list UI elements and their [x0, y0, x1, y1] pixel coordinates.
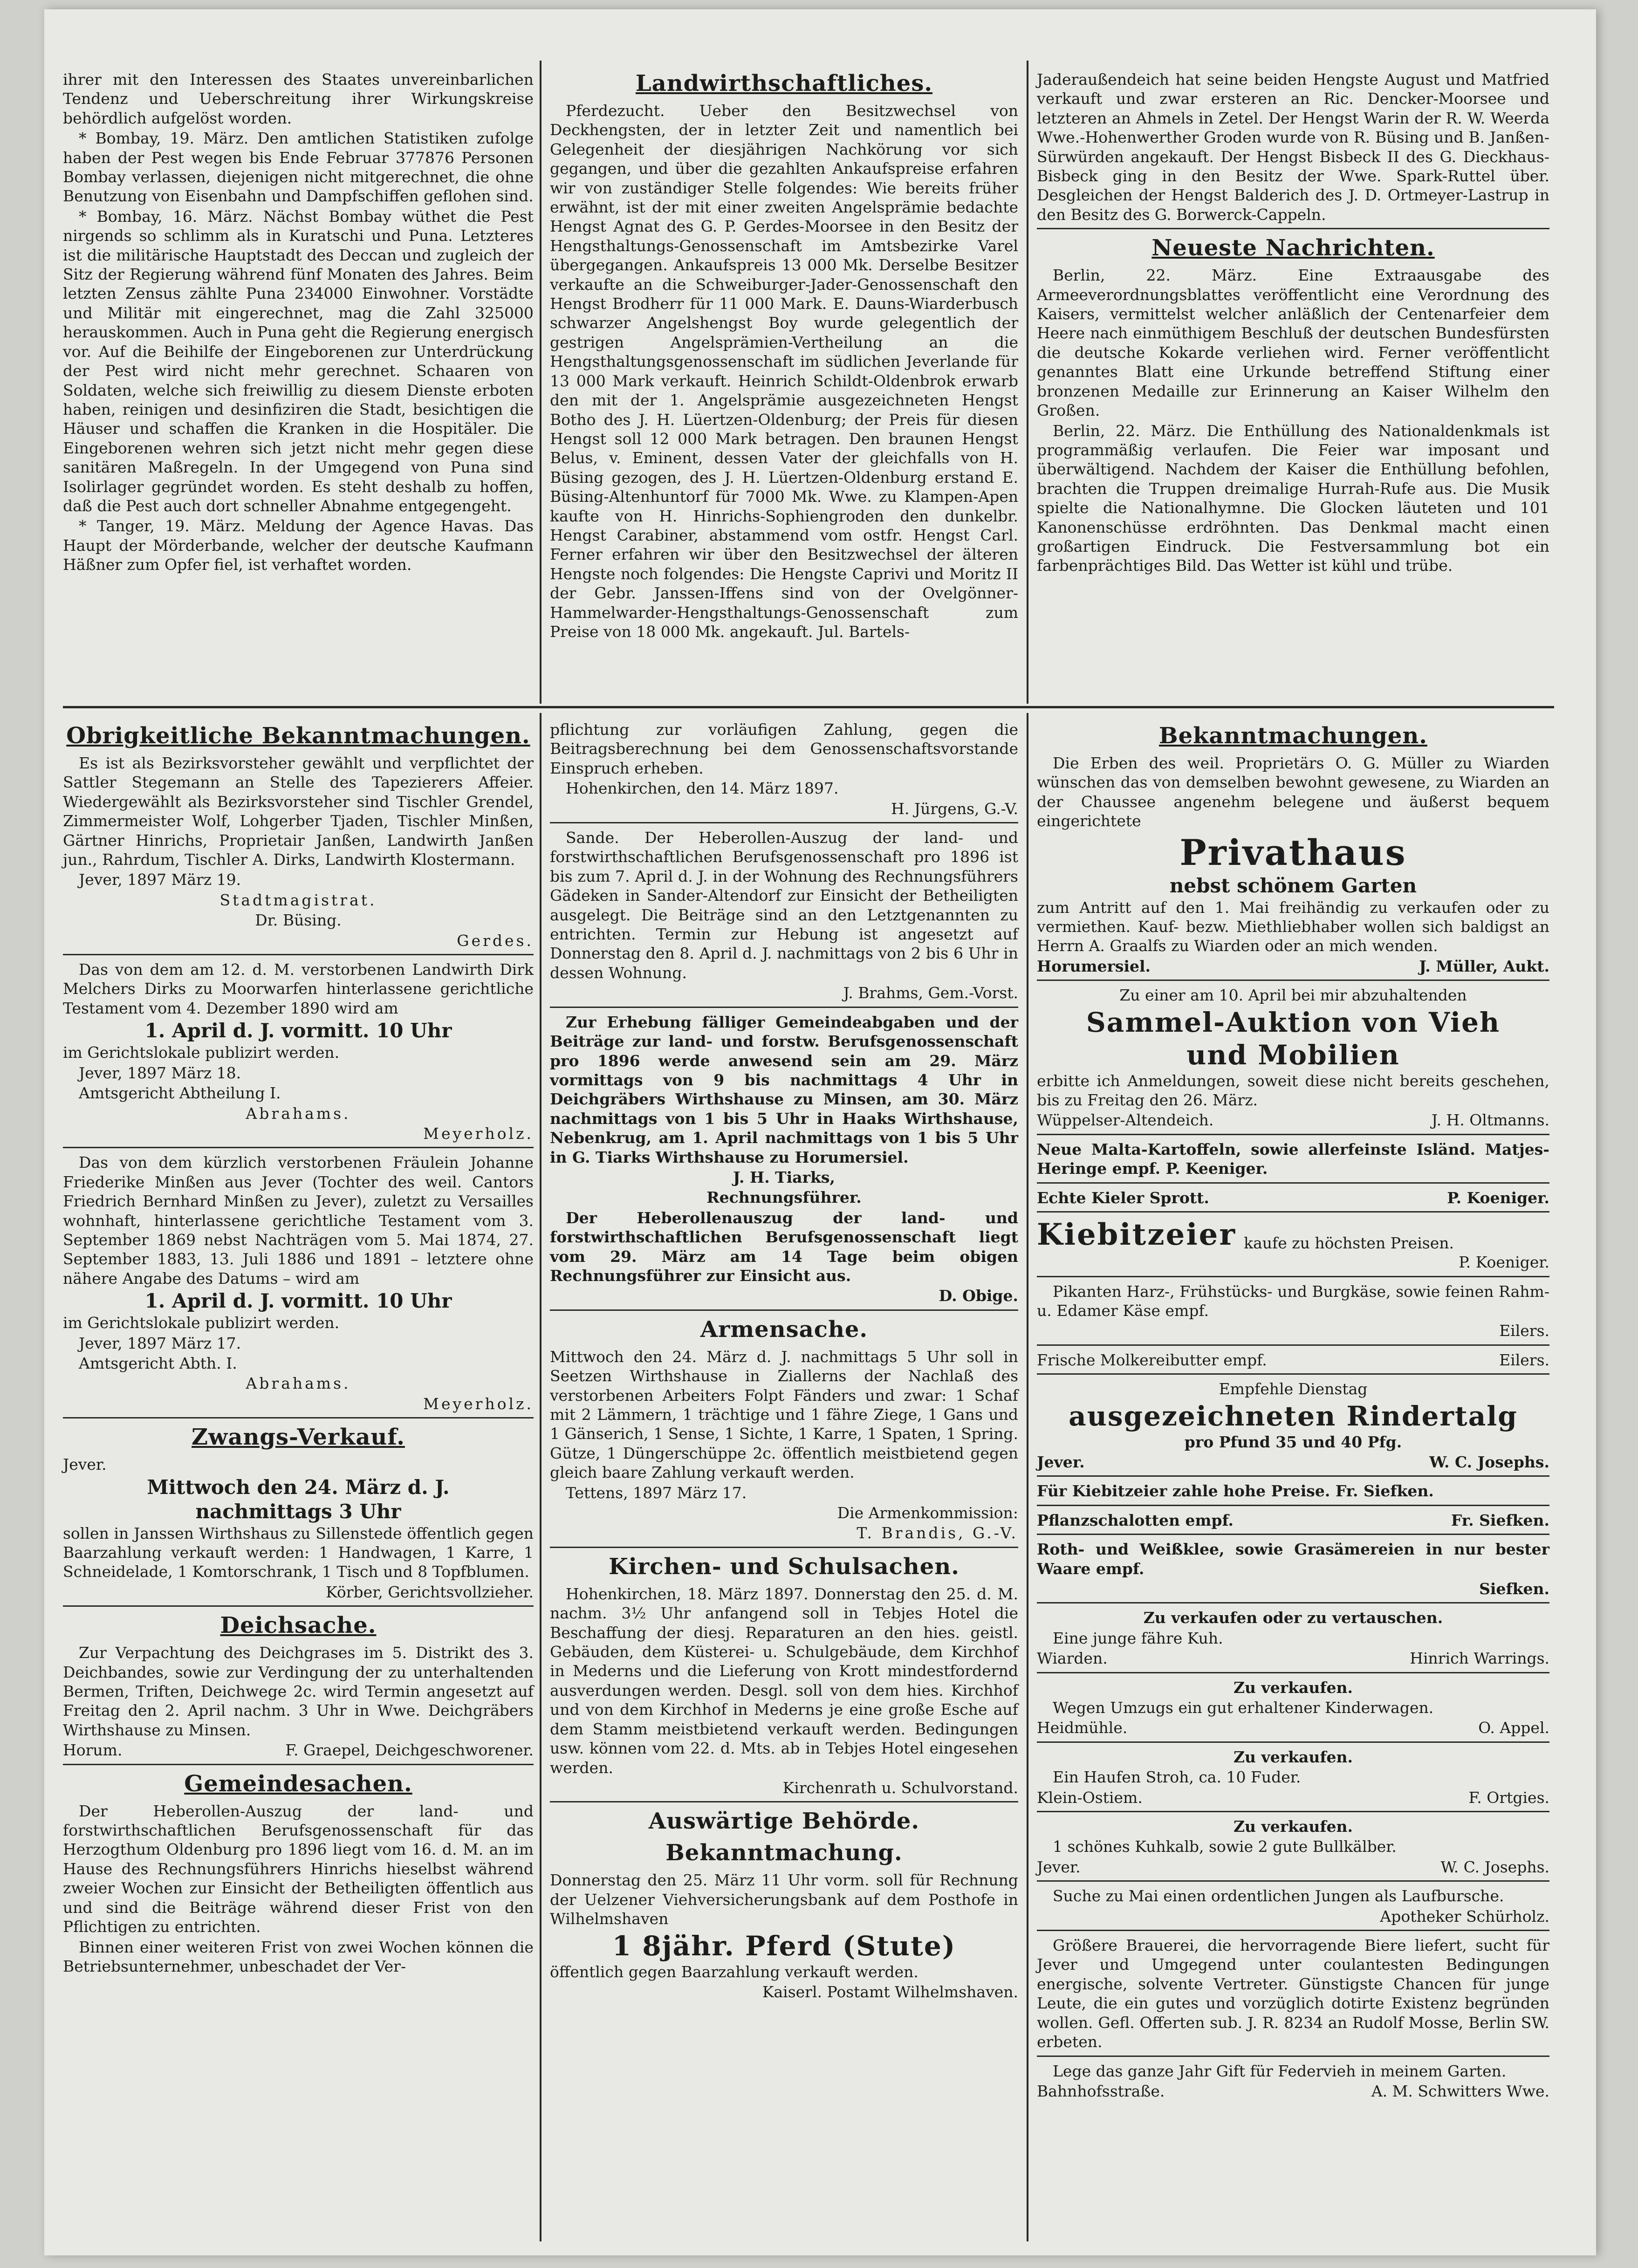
ad-signature: O. Appel.	[1478, 1719, 1549, 1737]
notice-clerk: Meyerholz.	[423, 1394, 534, 1413]
divider	[1037, 1672, 1549, 1673]
column-bottom-left	[63, 720, 534, 1977]
signature-row	[1037, 1857, 1549, 1877]
notice-text: Zur Erhebung fälliger Gemeindeabgaben und der Beiträge zur land- und forstw. Berufsgenossenschaft pro 1896 werde anwesend sein am 29. März vormittags von 9 bis nachmittags 4 Uhr in Deichgräbers Wirthshause zu Minsen, am 30. März nachmittags von 1 bis 5 Uhr in Haaks Wirthshause, Nebenkrug, am 1. April nachmittags von 1 bis 5 Uhr in G. Tiarks Wirthshause zu Horumersiel.	[550, 1013, 1018, 1166]
notice-clerk: Gerdes.	[457, 931, 534, 950]
divider	[1037, 1211, 1549, 1213]
ad-headline-big: und Mobilien	[1186, 1039, 1400, 1071]
ad-heading: Zu verkaufen.	[1233, 1678, 1353, 1697]
divider	[1037, 1276, 1549, 1277]
ad-signature: J. H. Oltmanns.	[1431, 1111, 1549, 1130]
divider	[1037, 1534, 1549, 1535]
ad-signature: P. Koeniger.	[1447, 1188, 1549, 1207]
divider	[63, 1764, 534, 1765]
ad-headline-big: Kiebitzeier	[1037, 1217, 1237, 1253]
divider	[1037, 1134, 1549, 1135]
ad-text: 1 schönes Kuhkalb, sowie 2 gute Bullkälber.	[1053, 1837, 1397, 1856]
notice-office: Die Armenkommission:	[837, 1504, 1018, 1522]
ad-signature: J. Müller, Aukt.	[1419, 957, 1549, 975]
divider	[63, 954, 534, 955]
column-rule	[540, 713, 541, 2241]
notice-text: Sande. Der Heberollen-Auszug der land- und forstwirthschaftlichen Berufsgenossenschaft pro 1896 ist bis zum 7. April d. J. in der Wohnung des Rechnungsführers Gädeken in Sander-Altendorf zur Einsicht der Betheiligten ausgelegt. Die Beiträge sind an den Letztgenannten zu entrichten. Termin zur Hebung ist angesetzt auf Donnerstag den 8. April d. J. nachmittags von 2 bis 6 Uhr in dessen Wohnung.	[550, 829, 1018, 982]
ad-place: Bahnhofsstraße.	[1037, 2082, 1165, 2100]
article-paragraph: * Bombay, 19. März. Den amtlichen Statistiken zufolge haben der Pest wegen bis Ende Februar 377876 Personen Bombay verlassen, diejenigen nicht mitgerechnet, die ohne Benutzung von Eisenbahn und Dampfschiffen geflohen sind.	[63, 129, 534, 206]
notice-date-big: 1. April d. J. vormitt. 10 Uhr	[144, 1019, 452, 1042]
ad-signature: W. C. Josephs.	[1429, 1453, 1549, 1471]
article-paragraph: Pferdezucht. Ueber den Besitzwechsel von Deckhengsten, der in letzter Zeit und namentlich bei Gelegenheit der diesjährigen Nachkörung vor sich gegangen, und über die gezahlten Ankaufspreise erfahren wir von zuständiger Stelle folgendes: Wie bereits früher erwähnt, ist der mit einer zweiten Angelsprämie bedachte Hengst Agnat des G. P. Gerdes-Moorsee in den Besitz der Hengsthaltungs-Genossenschaft im Amtsbezirke Varel übergegangen. Ankaufspreis 13 000 Mk. Derselbe Besitzer verkaufte an die Schweiburger-Jader-Genossenschaft den Hengst Brodherr für 11 000 Mark. E. Dauns-Wiarderbusch schwarzer Angelshengst Boy wurde gelegentlich der gestrigen Angelsprämien-Vertheilung an die Hengsthaltungsgenossenschaft im südlichen Jeverlande für 13 000 Mark verkauft. Heinrich Schildt-Oldenbrok erwarb den mit der 1. Angelsprämie ausgezeichneten Hengst Botho des J. H. Lüertzen-Oldenburg; der Preis für diesen Hengst soll 12 000 Mark betragen. Den braunen Hengst Belus, v. Eminent, dessen Vater der gleichfalls von H. Büsing gezogen, des J. H. Lüertzen-Oldenburg erstand E. Büsing-Altenhuntorf für 7000 Mk. Wwe. zu Klampen-Apen kaufte von H. Hinrichs-Sophiengroden den dunkelbr. Hengst Carabiner, abstammend vom ostfr. Hengst Carl. Ferner erfahren wir über den Besitzwechsel der älteren Hengste noch folgendes: Die Hengste Caprivi und Moritz II der Gebr. Janssen-Iffens sind von der Ovelgönner-Hammelwarder-Hengsthaltungs-Genossenschaft zum Preise von 18 000 Mk. angekauft. Jul. Bartels-	[550, 102, 1018, 641]
ad-subheadline: nebst schönem Garten	[1169, 874, 1417, 897]
divider	[1037, 980, 1549, 981]
divider	[1037, 1344, 1549, 1346]
notice-office: Stadtmagistrat.	[219, 891, 377, 909]
signature-row	[1037, 1110, 1549, 1130]
divider	[63, 1147, 534, 1148]
notice-signature: J. Brahms, Gem.-Vorst.	[843, 984, 1018, 1002]
ad-text: Roth- und Weißklee, sowie Grasämereien in nur bester Waare empf.	[1037, 1540, 1549, 1578]
ad-text: Für Kiebitzeier zahle hohe Preise. Fr. Siefken.	[1037, 1482, 1434, 1501]
notice-clerk: Meyerholz.	[423, 1124, 534, 1143]
notice-signature: T. Brandis, G.-V.	[857, 1524, 1018, 1542]
ad-headline-big: ausgezeichneten Rindertalg	[1069, 1400, 1518, 1432]
notice-text: im Gerichtslokale publizirt werden.	[63, 1043, 340, 1062]
signature-row	[1037, 1718, 1549, 1737]
column-top-left	[63, 70, 534, 576]
signature-row	[1037, 1453, 1549, 1472]
divider	[550, 1309, 1018, 1311]
ad-signature: W. C. Josephs.	[1440, 1857, 1549, 1876]
ad-signature: Fr. Siefken.	[1451, 1511, 1549, 1529]
section-heading: Neueste Nachrichten.	[1151, 235, 1435, 261]
ad-headline-big: Privathaus	[1179, 831, 1407, 873]
notice-date-big: 1. April d. J. vormitt. 10 Uhr	[144, 1289, 452, 1313]
column-top-right	[1037, 70, 1549, 576]
signature-row	[1037, 1350, 1549, 1370]
divider	[1037, 1475, 1549, 1477]
notice-signature: H. Jürgens, G.-V.	[891, 799, 1018, 818]
divider	[1037, 1505, 1549, 1506]
ad-signature: A. M. Schwitters Wwe.	[1371, 2082, 1549, 2100]
ad-heading: Zu verkaufen.	[1233, 1817, 1353, 1836]
ad-text: Frische Molkereibutter empf.	[1037, 1350, 1267, 1369]
ad-signature: F. Ortgies.	[1468, 1788, 1549, 1807]
ad-signature: Hinrich Warrings.	[1410, 1649, 1549, 1668]
notice-text: Das von dem kürzlich verstorbenen Fräulein Johanne Friederike Minßen aus Jever (Tochter des weil. Cantors Friedrich Bernhard Minßen zu Jever), zuletzt zu Versailles wohnhaft, hinterlassene gerichtliche Testament vom 3. September 1869 nebst Nachträgen vom 5. Mai 1874, 27. September 1883, 13. Juli 1886 und 1891 – letztere ohne nähere Angabe des Datums – wird am	[63, 1153, 534, 1288]
notice-signature: Abrahams.	[246, 1104, 351, 1123]
divider	[1037, 1930, 1549, 1931]
notice-text: Mittwoch den 24. März d. J. nachmittags 5 Uhr soll in Seetzen Wirthshause in Ziallerns der Nachlaß des verstorbenen Arbeiters Folpt Fänders und zwar: 1 Schaf mit 2 Lämmern, 1 trächtige und 1 fähre Ziege, 1 Gans und 1 Gänserich, 1 Sense, 1 Sichte, 1 Karre, 1 Spaten, 1 Spring. Gütze, 1 Düngerschüppe 2c. öffentlich meistbietend gegen gleich baare Zahlung verkauft werden.	[550, 1347, 1018, 1482]
column-bottom-right	[1037, 720, 1549, 2101]
divider	[1037, 1880, 1549, 1882]
ad-text: Zu einer am 10. April bei mir abzuhaltenden	[1119, 986, 1467, 1005]
ad-place: Wüppelser-Altendeich.	[1037, 1111, 1214, 1130]
ad-place: Wiarden.	[1037, 1649, 1108, 1668]
section-divider	[63, 706, 1554, 708]
section-heading: Obrigkeitliche Bekanntmachungen.	[66, 723, 530, 749]
notice-place: Horum.	[63, 1741, 123, 1760]
notice-date: Tettens, 1897 März 17.	[566, 1483, 747, 1502]
notice-court: Amtsgericht Abth. I.	[79, 1354, 237, 1372]
section-heading: Bekanntmachungen.	[1159, 723, 1427, 749]
section-heading: Landwirthschaftliches.	[635, 70, 933, 96]
notice-signature-title: Rechnungsführer.	[706, 1188, 862, 1207]
notice-text: Donnerstag den 25. März 11 Uhr vorm. soll für Rechnung der Uelzener Viehversicherungsbank auf dem Posthofe in Wilhelmshaven	[550, 1871, 1018, 1928]
signature-row	[1037, 1511, 1549, 1530]
ad-text: Ein Haufen Stroh, ca. 10 Fuder.	[1053, 1768, 1301, 1787]
news-item: Berlin, 22. März. Eine Extraausgabe des Armeeverordnungsblattes veröffentlicht eine Verordnung des Kaisers, vermittelst welcher anläßlich der Centenarfeier dem Heere nach einmüthigem Beschluß der deutschen Bundesfürsten die deutsche Kokarde verliehen wird. Ferner veröffentlicht genanntes Blatt eine Urkunde betreffend Stiftung einer bronzenen Medaille zur Erinnerung an Kaiser Wilhelm den Großen.	[1037, 266, 1549, 420]
signature-row	[63, 1740, 534, 1760]
article-paragraph: * Tanger, 19. März. Meldung der Agence Havas. Das Haupt der Mörderbande, welcher der deutsche Kaufmann Häßner zum Opfer fiel, ist verhaftet worden.	[63, 517, 534, 574]
notice-signature: Kirchenrath u. Schulvorstand.	[782, 1778, 1018, 1797]
divider	[1037, 1182, 1549, 1184]
article-paragraph: Jaderaußendeich hat seine beiden Hengste August und Matfried verkauft und zwar ersteren an Ric. Dencker-Moorsee und letzteren an Ahmels in Zetel. Der Hengst Warin der R. W. Weerda Wwe.-Hohenwerther Groden wurde von R. Büsing und B. Janßen-Sürwürden angekauft. Der Hengst Bisbeck II des G. Dieckhaus-Bisbeck ging in den Besitz der Wwe. Spark-Ruttel über. Desgleichen der Hengst Balderich des J. D. Ortmeyer-Lastrup in den Besitz des G. Borwerck-Cappeln.	[1037, 70, 1549, 224]
notice-text: öffentlich gegen Baarzahlung verkauft werden.	[550, 1962, 918, 1981]
sub-heading: Bekanntmachung.	[665, 1840, 903, 1866]
ad-text: Pikanten Harz-, Frühstücks- und Burgkäse, sowie feinen Rahm- u. Edamer Käse empf.	[1037, 1282, 1549, 1320]
ad-place: Heidmühle.	[1037, 1719, 1128, 1737]
ad-signature: Eilers.	[1499, 1322, 1549, 1340]
section-heading: Armensache.	[700, 1316, 868, 1343]
signature-row	[1037, 2082, 1549, 2101]
notice-time-big: nachmittags 3 Uhr	[195, 1500, 401, 1523]
column-rule	[1027, 61, 1028, 704]
signature-row	[1037, 1649, 1549, 1668]
notice-text: Der Heberollenauszug der land- und forstwirthschaftlichen Berufsgenossenschaft liegt vom 29. März am 14 Tage beim obigen Rechnungsführer zur Einsicht aus.	[550, 1208, 1018, 1285]
ad-signature: Eilers.	[1499, 1350, 1549, 1369]
notice-signature: F. Graepel, Deichgeschworener.	[285, 1741, 534, 1760]
notice-text: Binnen einer weiteren Frist von zwei Wochen können die Betriebsunternehmer, unbeschadet der Ver-	[63, 1938, 534, 1975]
divider	[1037, 1602, 1549, 1603]
ad-text: Die Erben des weil. Proprietärs O. G. Müller zu Wiarden wünschen das von demselben bewohnt gewesene, zu Wiarden an der Chaussee angenehm belegene und äußerst bequem eingerichtete	[1037, 754, 1549, 830]
section-heading: Auswärtige Behörde.	[648, 1808, 920, 1835]
notice-court: Amtsgericht Abtheilung I.	[79, 1084, 281, 1103]
signature-row	[1037, 1788, 1549, 1807]
divider	[550, 1547, 1018, 1548]
divider	[1037, 1373, 1549, 1375]
section-heading: Zwangs-Verkauf.	[192, 1424, 405, 1451]
divider	[550, 1801, 1018, 1802]
kiebitz-ad	[1037, 1217, 1549, 1253]
article-paragraph: ihrer mit den Interessen des Staates unvereinbarlichen Tendenz und Ueberschreitung ihrer Wirkungskreise behördlich aufgelöst worden.	[63, 70, 534, 127]
section-heading: Deichsache.	[220, 1612, 377, 1639]
notice-signature: Kaiserl. Postamt Wilhelmshaven.	[762, 1982, 1018, 2001]
ad-text: zum Antritt auf den 1. Mai freihändig zu verkaufen oder zu vermiethen. Kauf- bezw. Miethliebhaber wollen sich baldigst an Herrn A. Graalfs zu Wiarden oder an mich wenden.	[1037, 898, 1549, 955]
column-bottom-middle	[550, 720, 1018, 2002]
ad-text: Echte Kieler Sprott.	[1037, 1188, 1209, 1207]
ad-signature: P. Koeniger.	[1459, 1253, 1549, 1272]
ad-place: Horumersiel.	[1037, 957, 1151, 975]
notice-text: Zur Verpachtung des Deichgrases im 5. Distrikt des 3. Deichbandes, sowie zur Verdingung der zu unterhaltenden Bermen, Triften, Deichwege 2c. wird Termin angesetzt auf Freitag den 2. April nachm. 3 Uhr in Wwe. Deichgräbers Wirthshause zu Minsen.	[63, 1644, 534, 1739]
notice-text: Es ist als Bezirksvorsteher gewählt und verpflichtet der Sattler Stegemann an Stelle des Tapezierers Affeier. Wiedergewählt als Bezirksvorsteher sind Tischler Grendel, Zimmermeister Wolf, Lohgerber Tjaden, Tischler Minßen, Gärtner Hinrichs, Proprietair Janßen, Landwirth Janßen jun., Rahrdum, Tischler A. Dirks, Landwirth Klostermann.	[63, 754, 534, 869]
notice-signature: J. H. Tiarks,	[733, 1168, 835, 1186]
ad-place: Klein-Ostiem.	[1037, 1788, 1143, 1807]
signature-row	[1037, 1188, 1549, 1207]
ad-price: pro Pfund 35 und 40 Pfg.	[1184, 1432, 1402, 1451]
divider	[1037, 2056, 1549, 2057]
ad-text: erbitte ich Anmeldungen, soweit diese nicht bereits geschehen, bis zu Freitag den 26. März.	[1037, 1071, 1549, 1110]
section-heading: Gemeindesachen.	[184, 1770, 412, 1797]
section-heading: Kirchen- und Schulsachen.	[609, 1553, 959, 1580]
notice-date: Jever, 1897 März 17.	[79, 1334, 241, 1352]
ad-text: Neue Malta-Kartoffeln, sowie allerfeinste Isländ. Matjes-Heringe empf. P. Keeniger.	[1037, 1140, 1549, 1178]
notice-text: Hohenkirchen, 18. März 1897. Donnerstag den 25. d. M. nachm. 3½ Uhr anfangend soll in Tebjes Hotel die Beschaffung der diesj. Reparaturen an den hies. geistl. Gebäuden, dem Küsterei- u. Schulgebäude, dem Kirchhof in Mederns und die Lieferung von Krott mindestfordernd ausverdungen werden. Desgl. soll von dem hies. Kirchhof und von dem Kirchhof in Mederns je eine große Esche auf dem Stamm meistbietend verkauft werden. Bedingungen usw. können vom 22. d. Mts. ab in Tebjes Hotel eingesehen werden.	[550, 1584, 1018, 1777]
ad-signature: Siefken.	[1479, 1579, 1549, 1598]
ad-text: Lege das ganze Jahr Gift für Federvieh in meinem Garten.	[1053, 2062, 1507, 2080]
ad-text: Wegen Umzugs ein gut erhaltener Kinderwagen.	[1053, 1699, 1434, 1717]
ad-heading: Zu verkaufen.	[1233, 1747, 1353, 1766]
notice-signature: Abrahams.	[246, 1374, 351, 1393]
divider	[1037, 1811, 1549, 1812]
ad-text: Größere Brauerei, die hervorragende Biere liefert, sucht für Jever und Umgegend unter coulantesten Bedingungen energische, solvente Vertreter. Günstigste Chancen für junge Leute, die ein gutes und vorzüglich dotirte Existenz begründen wollen. Gefl. Offerten sub. J. R. 8234 an Rudolf Mosse, Berlin SW. erbeten.	[1037, 1936, 1549, 2051]
column-rule	[1027, 713, 1028, 2241]
ad-text: Eine junge fähre Kuh.	[1053, 1629, 1223, 1647]
news-item: Berlin, 22. März. Die Enthüllung des Nationaldenkmals ist programmäßig verlaufen. Die Feier war imposant und überwältigend. Nachdem der Kaiser die Enthüllung befohlen, brachten die Truppen dreimalige Hurrah-Rufe aus. Die Musik spielte die Nationalhymne. Die Glocken läuteten und 101 Kanonenschüsse erdröhnten. Das Denkmal macht einen großartigen Eindruck. Die Festversammlung bot ein farbenprächtiges Bild. Das Wetter ist kühl und trübe.	[1037, 421, 1549, 575]
notice-date: Jever, 1897 März 18.	[79, 1063, 241, 1082]
notice-signature: Körber, Gerichtsvollzieher.	[326, 1583, 534, 1601]
notice-date-big: Mittwoch den 24. März d. J.	[147, 1475, 450, 1499]
column-rule	[540, 61, 541, 704]
notice-headline-big: 1 8jähr. Pferd (Stute)	[612, 1930, 956, 1962]
column-top-middle	[550, 68, 1018, 642]
notice-place: Jever.	[63, 1455, 107, 1474]
ad-signature: Apotheker Schürholz.	[1380, 1907, 1549, 1925]
notice-text: pflichtung zur vorläufigen Zahlung, gegen die Beitragsberechnung bei dem Genossenschaftsvorstande Einspruch erheben.	[550, 720, 1018, 777]
notice-text: Der Heberollen-Auszug der land- und forstwirthschaftlichen Berufsgenossenschaft für das Herzogthum Oldenburg pro 1896 liegt vom 16. d. M. an im Hause des Rechnungsführers Hinrichs hieselbst während zweier Wochen zur Einsicht der Betheiligten öffentlich aus und sind die Beiträge während dieser Frist von den Pflichtigen zu entrichten.	[63, 1802, 534, 1936]
signature-row	[1037, 957, 1549, 976]
divider	[550, 1007, 1018, 1008]
divider	[63, 1417, 534, 1418]
notice-text: im Gerichtslokale publizirt werden.	[63, 1314, 340, 1332]
ad-text: Suche zu Mai einen ordentlichen Jungen als Laufbursche.	[1053, 1887, 1504, 1905]
divider	[1037, 1741, 1549, 1743]
ad-headline-big: Sammel-Auktion von Vieh	[1086, 1006, 1501, 1038]
ad-place: Jever.	[1037, 1453, 1085, 1471]
article-paragraph: * Bombay, 16. März. Nächst Bombay wüthet die Pest nirgends so schlimm als in Kuratschi und Puna. Letzteres ist die militärische Hauptstadt des Deccan und zugleich der Sitz der Regierung während fünf Monaten des Jahres. Beim letzten Zensus zählte Puna 234000 Einwohner. Vorstädte und Militär mit eingerechnet, mag die Zahl 325000 herauskommen. Auch in Puna geht die Regierung energisch vor. Auf die Beihilfe der Eingeborenen zur Unterdrückung der Pest wird nicht mehr gerechnet. Schaaren von Soldaten, welche sich freiwillig zu diesem Dienste erboten haben, reinigen und desinfiziren die Stadt, besichtigen die Häuser und schaffen die Kranken in die Hospitäler. Die Eingeborenen wehren sich jetzt nicht mehr gegen diese sanitären Maßregeln. In der Umgegend von Puna sind Isolirlager gegründet worden. Es steht deshalb zu hoffen, daß die Pest auch dort schneller Abnahme entgegengeht.	[63, 207, 534, 515]
divider	[1037, 228, 1549, 229]
ad-text: kaufe zu höchsten Preisen.	[1244, 1233, 1454, 1252]
notice-date: Jever, 1897 März 19.	[79, 870, 241, 889]
newspaper-page	[44, 9, 1596, 2255]
notice-signature: Dr. Büsing.	[255, 911, 342, 930]
ad-heading: Zu verkaufen oder zu vertauschen.	[1143, 1609, 1443, 1627]
ad-place: Jever.	[1037, 1857, 1081, 1876]
notice-text: Das von dem am 12. d. M. verstorbenen Landwirth Dirk Melchers Dirks zu Moorwarfen hinterlassene gerichtliche Testament vom 4. Dezember 1890 wird am	[63, 960, 534, 1017]
notice-text: sollen in Janssen Wirthshaus zu Sillenstede öffentlich gegen Baarzahlung verkauft werden: 1 Handwagen, 1 Karre, 1 Schneidelade, 1 Komtorschrank, 1 Tisch und 8 Topfblumen.	[63, 1524, 534, 1581]
notice-date: Hohenkirchen, den 14. März 1897.	[566, 779, 839, 798]
notice-signature: D. Obige.	[939, 1287, 1018, 1305]
divider	[63, 1605, 534, 1607]
divider	[550, 822, 1018, 823]
ad-text: Pflanzschalotten empf.	[1037, 1511, 1234, 1529]
ad-text: Empfehle Dienstag	[1219, 1380, 1368, 1398]
